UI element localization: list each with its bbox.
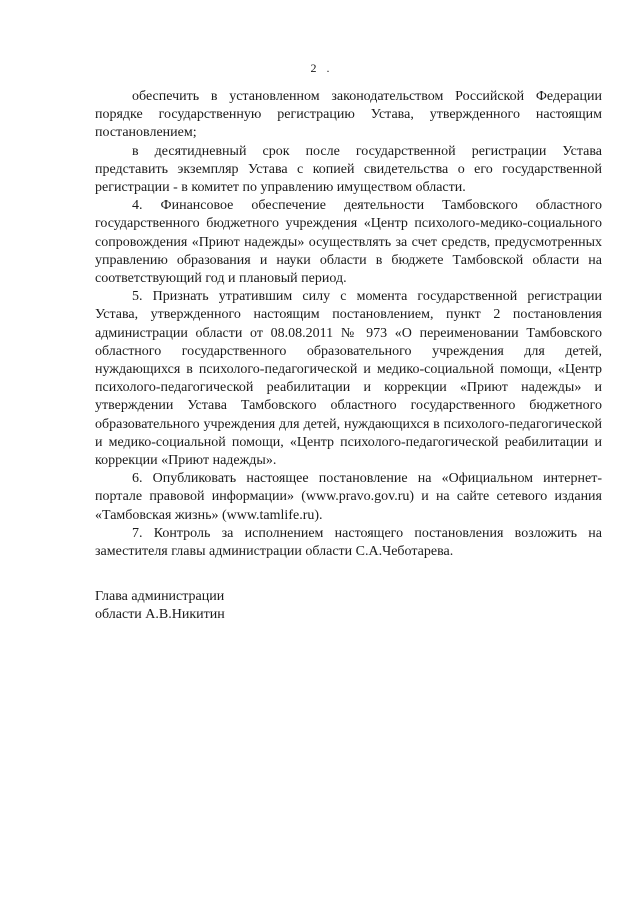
paragraph-register-charter: обеспечить в установленном законодательством Российской Федерации порядке государственную регистрацию Устава, утвержденного настоящим постановлением;: [95, 89, 602, 141]
paragraph-item-7-control: 7. Контроль за исполнением настоящего постановления возложить на заместителя главы администрации области С.А.Чеботарева.: [95, 525, 602, 560]
signature-title: Глава администрации: [95, 589, 225, 604]
page-number: [0, 61, 640, 76]
signature-name: области А.В.Никитин: [95, 607, 225, 622]
paragraph-item-4-financing: 4. Финансовое обеспечение деятельности Тамбовского областного государственного бюджетного учреждения «Центр психолого-медико-социального сопровождения «Приют надежды» осуществлять за счет средств, предусмотренных управлению образования и науки области в бюджете Тамбовской области на соответствующий год и плановый период.: [95, 198, 602, 287]
paragraph-item-6-publish: 6. Опубликовать настоящее постановление на «Официальном интернет-портале правовой информации» (www.pravo.gov.ru) и на сайте сетевого издания «Тамбовская жизнь» (www.tamlife.ru).: [95, 471, 602, 523]
signature-block: [95, 588, 225, 624]
page-number-value: 2: [310, 61, 317, 75]
page-number-mark: .: [326, 61, 330, 75]
paragraph-submit-charter-copy: в десятидневный срок после государственной регистрации Устава представить экземпляр Устава с копией свидетельства о его государственной регистрации - в комитет по управлению имуществом области.: [95, 143, 602, 196]
document-body: [95, 88, 602, 561]
paragraph-item-5-repeal: 5. Признать утратившим силу с момента государственной регистрации Устава, утвержденного настоящим постановлением, пункт 2 постановления администрации области от 08.08.2011 № 973 «О переименовании Тамбовского областного государственного образовательного учреждения для детей, нуждающихся в психолого-педагогической и медико-социальной помощи, «Центр психолого-педагогической реабилитации и коррекции «Приют надежды» и утверждении Устава Тамбовского областного государственного бюджетного образовательного учреждения для детей, нуждающихся в психолого-педагогической и медико-социальной помощи, «Центр психолого-педагогической реабилитации и коррекции «Приют надежды».: [95, 289, 602, 469]
